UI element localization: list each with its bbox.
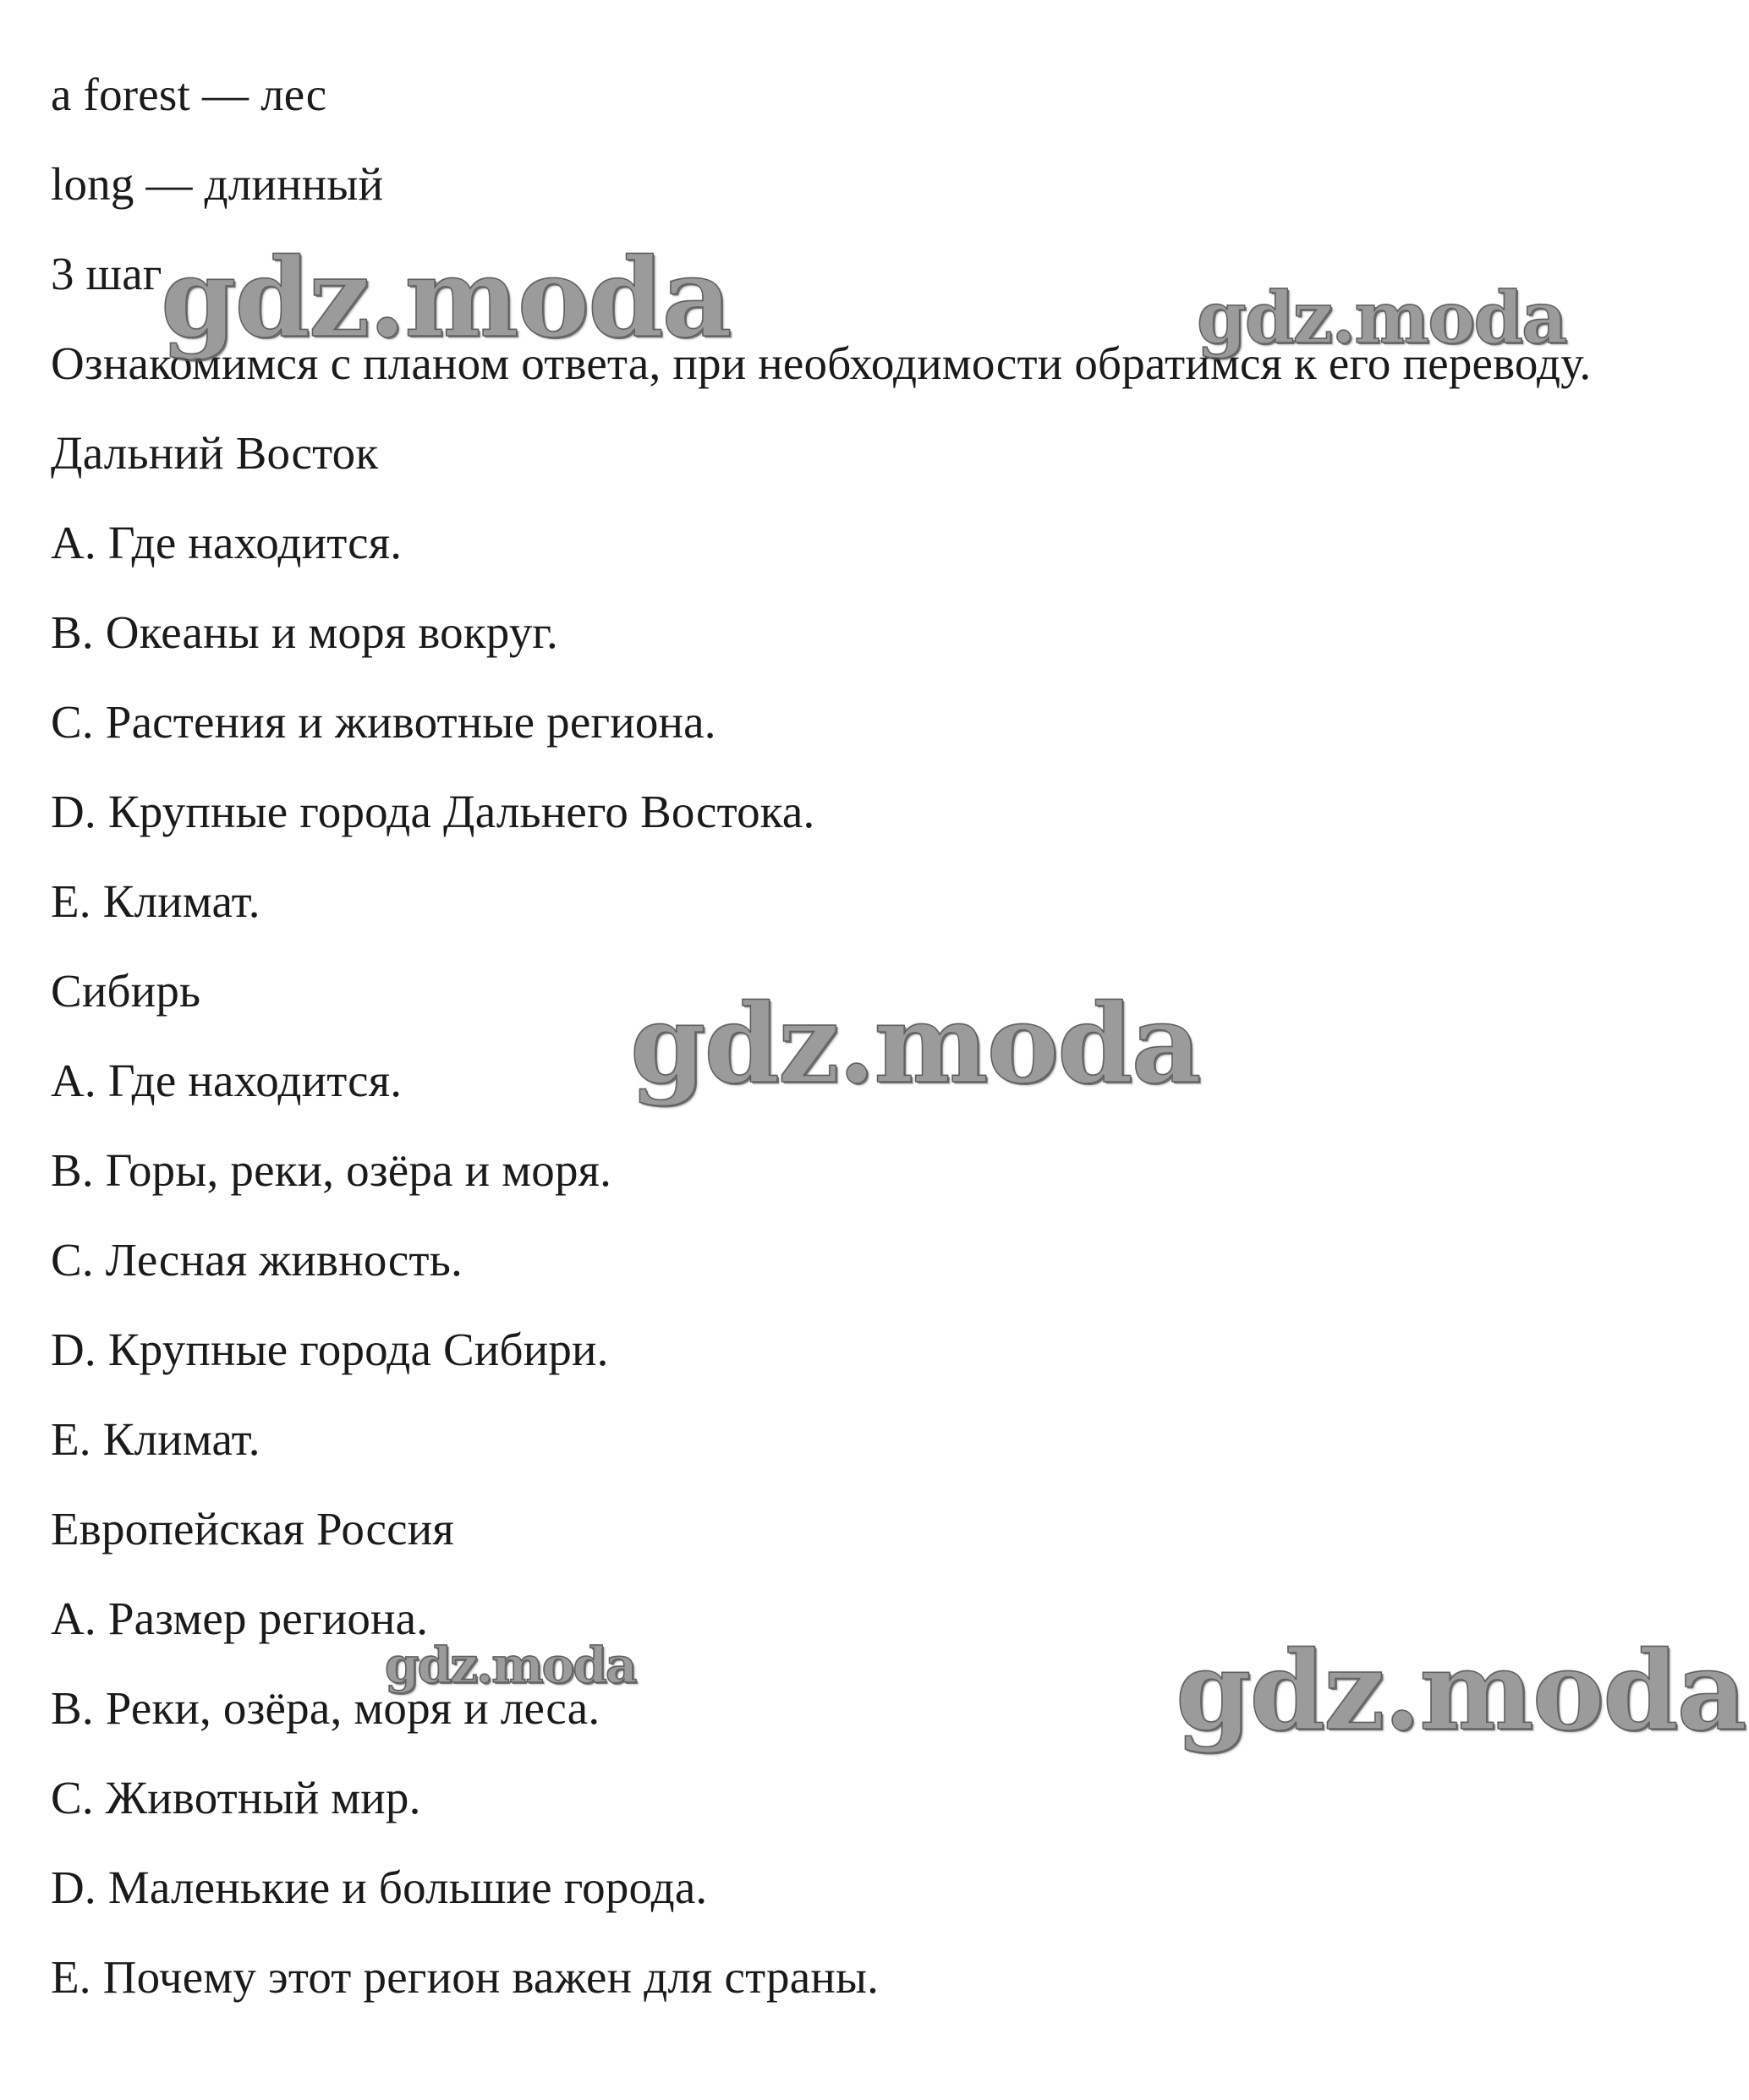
- watermark-logo: gdz.moda: [630, 981, 1200, 1108]
- plan-item-siberia-a: A. Где находится.: [51, 1055, 403, 1106]
- plan-item-european-russia-d: D. Маленькие и большие города.: [51, 1861, 708, 1913]
- plan-item-siberia-b: B. Горы, реки, озёра и моря.: [51, 1144, 612, 1196]
- watermark-logo: gdz.moda: [161, 235, 731, 362]
- plan-item-far-east-d: D. Крупные города Дальнего Востока.: [51, 786, 815, 837]
- plan-item-far-east-a: A. Где находится.: [51, 517, 403, 568]
- section-heading-european-russia: Европейская Россия: [51, 1503, 454, 1554]
- plan-item-far-east-b: B. Океаны и моря вокруг.: [51, 606, 558, 658]
- section-heading-siberia: Сибирь: [51, 965, 201, 1017]
- plan-item-european-russia-b: B. Реки, озёра, моря и леса.: [51, 1682, 600, 1734]
- step-heading: 3 шаг: [51, 248, 162, 299]
- plan-item-siberia-c: C. Лесная живность.: [51, 1234, 463, 1286]
- watermark-logo: gdz.moda: [1197, 276, 1566, 359]
- vocab-line-long: long — длинный: [51, 158, 384, 210]
- plan-item-siberia-d: D. Крупные города Сибири.: [51, 1324, 609, 1375]
- instruction-text: Ознакомимся с планом ответа, при необходимости обратимся к его переводу.: [51, 337, 1592, 389]
- watermark-logo: gdz.moda: [385, 1637, 636, 1694]
- plan-item-european-russia-a: A. Размер региона.: [51, 1593, 429, 1644]
- watermark-logo: gdz.moda: [1176, 1628, 1746, 1755]
- plan-item-european-russia-e: E. Почему этот регион важен для страны.: [51, 1951, 880, 2003]
- plan-item-far-east-e: E. Климат.: [51, 875, 260, 927]
- plan-item-european-russia-c: C. Животный мир.: [51, 1772, 421, 1823]
- section-heading-far-east: Дальний Восток: [51, 427, 379, 479]
- plan-item-siberia-e: E. Климат.: [51, 1413, 260, 1465]
- plan-item-far-east-c: C. Растения и животные региона.: [51, 696, 716, 748]
- vocab-line-forest: a forest — лес: [51, 69, 327, 120]
